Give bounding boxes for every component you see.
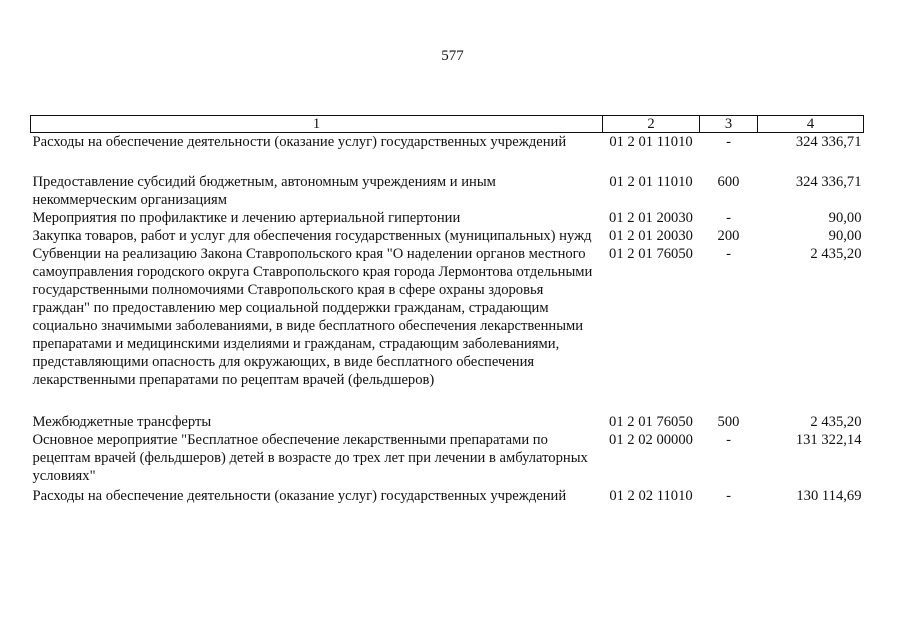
- row-code: 01 2 01 20030: [609, 210, 693, 226]
- table-row: [31, 431, 864, 487]
- row-name: Основное мероприятие "Бесплатное обеспечение лекарственными препаратами по рецептам врачей (фельдшеров) детей в возрасте до трех лет при лечении в амбулаторных условиях": [32, 432, 588, 484]
- row-sum: 2 435,20: [810, 414, 862, 430]
- table-row: [31, 133, 864, 174]
- row-sum: 131 322,14: [795, 432, 862, 448]
- table-row: [31, 173, 864, 209]
- row-sum: 2 435,20: [810, 246, 862, 262]
- row-type: -: [726, 246, 731, 262]
- table-row: [31, 487, 864, 505]
- row-code: 01 2 02 00000: [609, 432, 693, 448]
- row-type: -: [726, 488, 731, 504]
- row-code: 01 2 01 76050: [609, 414, 693, 430]
- row-code: 01 2 01 11010: [609, 134, 693, 150]
- row-name: Предоставление субсидий бюджетным, автономным учреждениям и иным некоммерческим организациям: [32, 174, 496, 208]
- table-row: [31, 227, 864, 245]
- page-number: 577: [441, 48, 464, 64]
- row-code: 01 2 01 20030: [609, 228, 693, 244]
- row-sum: 324 336,71: [795, 134, 862, 150]
- row-type: -: [726, 432, 731, 448]
- row-name: Субвенции на реализацию Закона Ставропольского края "О наделении органов местного самоуправления городского округа Ставропольского края города Лермонтова отдельными государственными полномочиями Ставропольского края в сфере охраны здоровья граждан" по предоставлению мер социальной поддержки гражданам, страдающим социально значимыми заболеваниями, в виде бесплатного обеспечения лекарственными препаратами и медицинскими изделиями и гражданам, страдающим заболеваниями, представляющими опасность для окружающих, в виде бесплатного обеспечения лекарственными препаратами по рецептам врачей (фельдшеров): [32, 246, 593, 388]
- row-type: 500: [717, 414, 740, 430]
- row-type: 600: [717, 174, 740, 190]
- column-header-1: 1: [31, 116, 603, 133]
- row-code: 01 2 01 11010: [609, 174, 693, 190]
- table-row: [31, 209, 864, 227]
- row-name: Закупка товаров, работ и услуг для обеспечения государственных (муниципальных) нужд: [32, 228, 592, 244]
- column-header-4: 4: [758, 116, 864, 133]
- row-name: Мероприятия по профилактике и лечению артериальной гипертонии: [32, 210, 461, 226]
- table-header-row: [31, 116, 864, 133]
- budget-table: [30, 115, 864, 505]
- row-sum: 90,00: [828, 228, 862, 244]
- row-type: 200: [717, 228, 740, 244]
- row-type: -: [726, 210, 731, 226]
- row-code: 01 2 02 11010: [609, 488, 693, 504]
- row-sum: 90,00: [828, 210, 862, 226]
- table-row: [31, 413, 864, 431]
- row-sum: 130 114,69: [796, 488, 862, 504]
- table-row: [31, 245, 864, 413]
- row-name: Расходы на обеспечение деятельности (оказание услуг) государственных учреждений: [32, 488, 567, 504]
- row-name: Межбюджетные трансферты: [32, 414, 212, 430]
- column-header-2: 2: [603, 116, 700, 133]
- row-sum: 324 336,71: [795, 174, 862, 190]
- column-header-3: 3: [700, 116, 758, 133]
- row-code: 01 2 01 76050: [609, 246, 693, 262]
- row-name: Расходы на обеспечение деятельности (оказание услуг) государственных учреждений: [32, 134, 567, 150]
- row-type: -: [726, 134, 731, 150]
